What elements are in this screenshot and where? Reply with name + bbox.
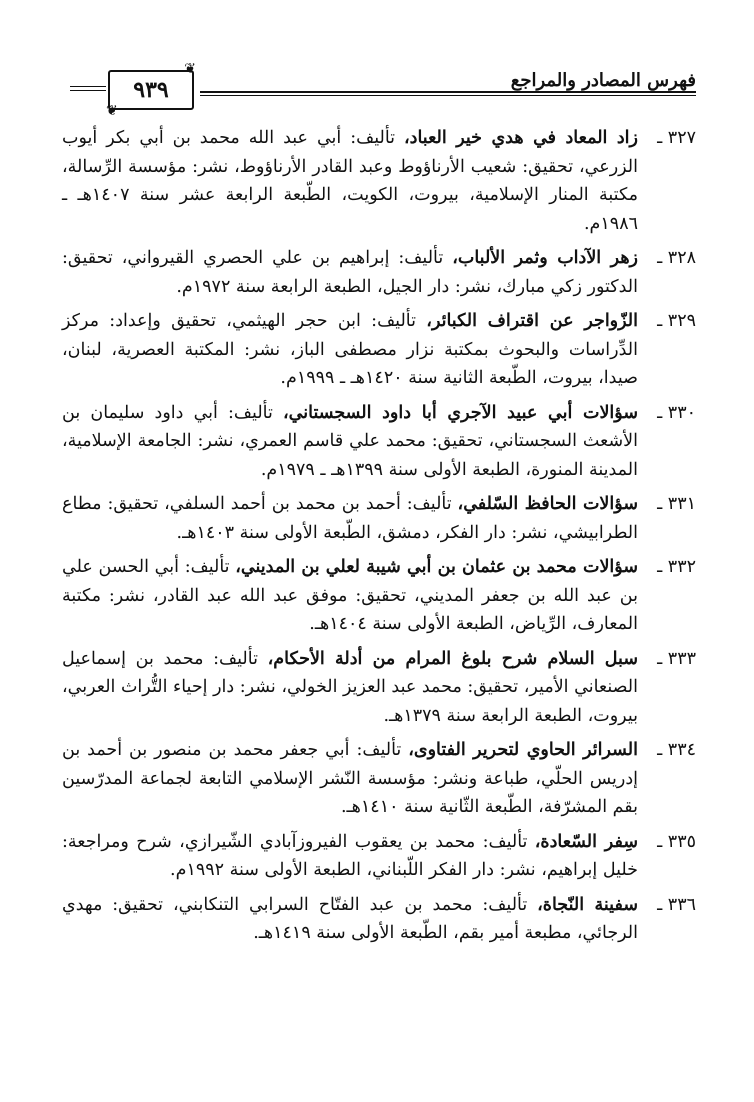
entry-number: ٣٣٣ ـ <box>657 648 696 669</box>
entry-title: سؤالات أبي عبيد الآجري أبا داود السجستاني، <box>283 402 639 423</box>
entry-title: زاد المعاد في هدي خير العباد، <box>404 128 638 148</box>
ornament-icon: ❦ <box>106 103 118 119</box>
entry-number: ٣٣١ ـ <box>657 494 696 514</box>
entry-body: تأليف: ابن حجر الهيثمي، تحقيق وإعداد: مركز الدِّراسات والبحوث بمكتبة نزار مصطفى الباز، نشر: المكتبة العصرية، لبنان، صيدا، بيروت، الطّبعة الثانية سنة ١٤٢٠هـ ـ ١٩٩٩م. <box>62 311 638 388</box>
left-double-rule <box>70 86 106 94</box>
entry-number: ٣٢٩ ـ <box>657 311 696 331</box>
header-rule <box>200 91 696 93</box>
entry-number: ٣٣٦ ـ <box>657 894 696 915</box>
entry-body: تأليف: محمد بن عبد الفتّاح السرابي التنكابني، تحقيق: مهدي الرجائي، مطبعة أمير بقم، الطّبعة الأولى سنة ١٤١٩هـ. <box>62 894 638 943</box>
entry-number: ٣٢٧ ـ <box>657 128 696 148</box>
entry-number: ٣٣٤ ـ <box>657 740 696 760</box>
entry-title: سبل السلام شرح بلوغ المرام من أدلة الأحكام، <box>267 648 638 669</box>
bibliography-entry <box>62 399 696 485</box>
bibliography-list <box>62 124 696 954</box>
entry-body: تأليف: أبي عبد الله محمد بن أبي بكر أيوب الزرعي، تحقيق: شعيب الأرناؤوط وعبد القادر الأرناؤوط، نشر: مؤسسة الرِّسالة، مكتبة المنار الإسلامية، بيروت، الكويت، الطّبعة الرابعة عشر سنة ١٤٠٧هـ ـ ١٩٨٦م. <box>62 128 639 234</box>
ornament-icon: ❦ <box>184 61 196 77</box>
entry-body: تأليف: أحمد بن محمد بن أحمد السلفي، تحقيق: مطاع الطرابيشي، نشر: دار الفكر، دمشق، الطّبعة الأولى سنة ١٤٠٣هـ. <box>62 494 638 543</box>
page-number-frame <box>106 61 196 119</box>
entry-title: سِفر السّعادة، <box>534 831 638 852</box>
entry-title: سفينة النّجاة، <box>537 894 638 915</box>
bibliography-entry <box>62 891 696 948</box>
entry-number: ٣٢٨ ـ <box>657 248 696 268</box>
entry-body: تأليف: أبي داود سليمان بن الأشعث السجستاني، تحقيق: محمد علي قاسم العمري، نشر: الجامعة الإسلامية، المدينة المنورة، الطبعة الأولى سنة ١٣٩٩هـ ـ ١٩٧٩م. <box>62 402 638 480</box>
entry-body: تأليف: إبراهيم بن علي الحصري القيرواني، تحقيق: الدكتور زكي مبارك، نشر: دار الجيل، الطبعة الرابعة سنة ١٩٧٢م. <box>62 248 638 297</box>
bibliography-entry <box>62 124 696 238</box>
bibliography-entry <box>62 828 696 885</box>
page-number: ٩٣٩ <box>133 77 169 103</box>
bibliography-entry <box>62 736 696 822</box>
entry-body: تأليف: أبي جعفر محمد بن منصور بن أحمد بن إدريس الحلّي، طباعة ونشر: مؤسسة النّشر الإسلامي التابعة لجماعة المدرّسين بقم المشرّفة، الطّبعة الثّانية سنة ١٤١٠هـ. <box>62 740 638 817</box>
bibliography-entry <box>62 490 696 547</box>
entry-title: الزّواجر عن اقتراف الكبائر، <box>426 311 638 331</box>
entry-number: ٣٣٠ ـ <box>657 402 696 423</box>
page-header <box>70 61 696 119</box>
entry-body: تأليف: محمد بن إسماعيل الصنعاني الأمير، تحقيق: محمد عبد العزيز الخولي، نشر: دار إحياء التُّراث العربي، بيروت، الطبعة الرابعة سنة ١٣٧٩هـ. <box>62 648 638 726</box>
running-header-title: فهرس المصادر والمراجع <box>510 70 696 91</box>
entry-title: سؤالات محمد بن عثمان بن أبي شيبة لعلي بن المديني، <box>235 557 638 577</box>
entry-number: ٣٣٥ ـ <box>657 831 696 852</box>
entry-title: زهر الآداب وثمر الألباب، <box>452 248 638 268</box>
entry-body: تأليف: محمد بن يعقوب الفيروزآبادي الشّيرازي، شرح ومراجعة: خليل إبراهيم، نشر: دار الفكر اللّبناني، الطبعة الأولى سنة ١٩٩٢م. <box>62 831 638 880</box>
bibliography-entry <box>62 645 696 731</box>
bibliography-entry <box>62 244 696 301</box>
header-rule-thin <box>200 95 696 96</box>
bibliography-entry <box>62 307 696 393</box>
bibliography-entry <box>62 553 696 639</box>
entry-body: تأليف: أبي الحسن علي بن عبد الله بن جعفر المديني، تحقيق: موفق عبد الله عبد القادر، نشر: مكتبة المعارف، الرِّياض، الطبعة الأولى سنة ١٤٠٤هـ. <box>62 557 638 634</box>
entry-title: السرائر الحاوي لتحرير الفتاوى، <box>408 740 638 760</box>
entry-title: سؤالات الحافظ السّلفي، <box>457 494 638 514</box>
entry-number: ٣٣٢ ـ <box>657 557 696 577</box>
